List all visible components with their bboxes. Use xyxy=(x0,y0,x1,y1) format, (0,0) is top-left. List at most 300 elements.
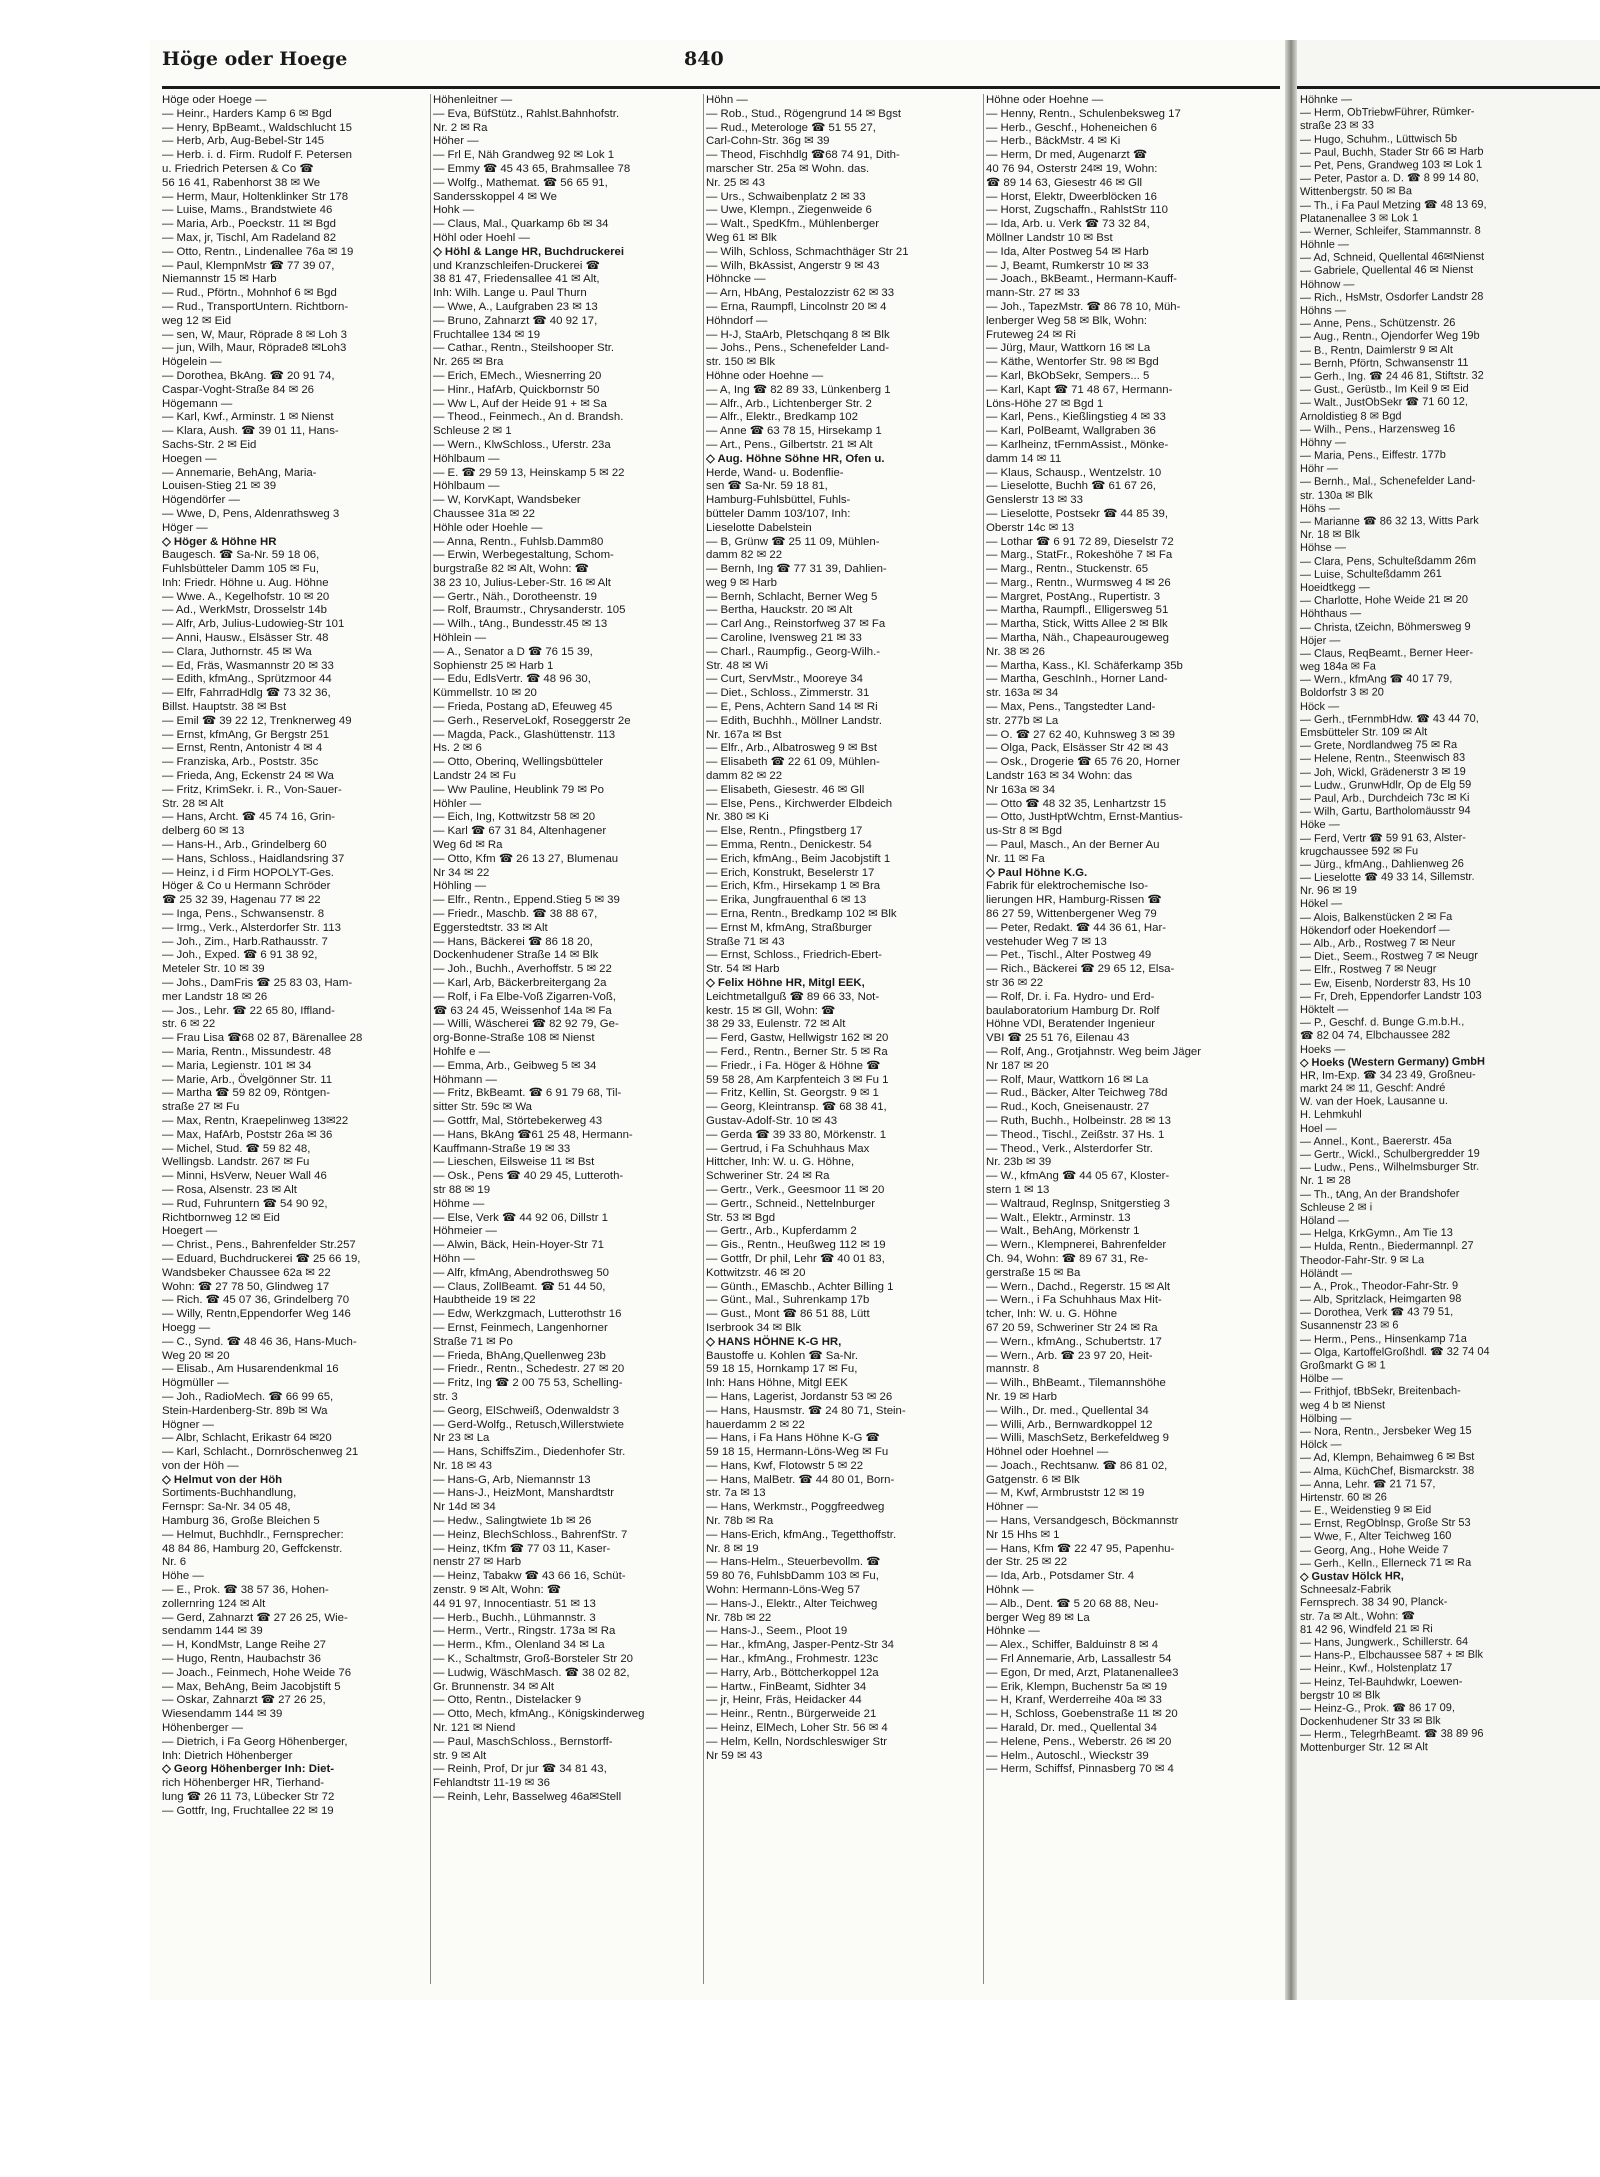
directory-entry-line: — O. ☎ 27 62 40, Kuhnsweg 3 ✉ 39 xyxy=(986,728,1176,741)
directory-entry-line: — Jos., Lehr. ☎ 22 65 80, Iffland- xyxy=(162,1004,335,1017)
directory-entry-line: — Hugo, Schuhm., Lüttwisch 5b xyxy=(1300,132,1458,146)
directory-entry-line: — Fritz, Ing ☎ 2 00 75 53, Schelling- xyxy=(433,1377,623,1390)
directory-entry-line: HR, Im-Exp. ☎ 34 23 49, Großneu- xyxy=(1300,1068,1476,1082)
directory-entry-line: — Wwe, A., Laufgraben 23 ✉ 13 xyxy=(433,300,598,313)
directory-entry-line: — Elfr., Arb., Albatrosweg 9 ✉ Bst xyxy=(706,742,877,755)
directory-entry-line: — Rud., Bäcker, Alter Teichweg 78d xyxy=(986,1087,1168,1100)
page-number: 840 xyxy=(684,48,724,70)
directory-entry-line: — Ludwig, WäschMasch. ☎ 38 02 82, xyxy=(433,1666,630,1679)
directory-entry-line: Str. 54 ✉ Harb xyxy=(706,963,780,976)
directory-entry-line: — Max, Rentn, Kraepelinweg 13✉22 xyxy=(162,1114,349,1127)
directory-entry-line: zollernring 124 ✉ Alt xyxy=(162,1597,266,1610)
header-rule xyxy=(162,86,1280,89)
directory-entry-line: Nr 15 Hhs ✉ 1 xyxy=(986,1528,1060,1541)
directory-entry-line: — Eva, BüfStütz., Rahlst.Bahnhofstr. xyxy=(433,107,620,120)
directory-entry-line: straße 27 ✉ Fu xyxy=(162,1101,240,1114)
directory-entry-line: — Rich. ☎ 45 07 36, Grindelberg 70 xyxy=(162,1294,350,1307)
directory-entry-line: Weg 61 ✉ Blk xyxy=(706,231,777,244)
directory-entry-line: — Wern., Klempnerei, Bahrenfelder xyxy=(986,1239,1167,1252)
directory-entry-line: — Maria, Arb., Poeckstr. 11 ✉ Bgd xyxy=(162,218,336,231)
directory-entry-line: Högmüller — xyxy=(162,1377,229,1390)
directory-entry-line: 56 16 41, Rabenhorst 38 ✉ We xyxy=(162,176,321,189)
directory-entry-line: — Maria, Legienstr. 101 ✉ 34 xyxy=(162,1059,312,1072)
directory-entry-line: Fruchtallee 134 ✉ 19 xyxy=(433,328,541,341)
directory-entry-line: — Karl, PolBeamt, Wallgraben 36 xyxy=(986,425,1156,438)
directory-entry-line: sendamm 144 ✉ 39 xyxy=(162,1625,263,1638)
directory-entry-line: — Heinz, i d Firm HOPOLYT-Ges. xyxy=(162,866,334,879)
directory-entry-line: — Hans, Schloss., Haidlandsring 37 xyxy=(162,852,345,865)
directory-entry-line: Inh: Wilh. Lange u. Paul Thurn xyxy=(433,287,587,300)
directory-entry-line: — Martha, GeschInh., Horner Land- xyxy=(986,673,1168,686)
directory-entry-line: Boldorfstr 3 ✉ 20 xyxy=(1300,686,1384,700)
directory-entry-line: Nr. 25 ✉ 43 xyxy=(706,176,765,189)
directory-entry-line: Schneesalz-Fabrik xyxy=(1300,1583,1392,1597)
directory-entry-line: — Erika, Jungfrauenthal 6 ✉ 13 xyxy=(706,894,867,907)
directory-entry-line: Baustoffe u. Kohlen ☎ Sa-Nr. xyxy=(706,1349,859,1362)
directory-entry-line: — Marianne ☎ 86 32 13, Witts Park xyxy=(1300,514,1479,528)
directory-entry-line: — Elfr, FahrradHdlg ☎ 73 32 36, xyxy=(162,687,331,700)
directory-entry-line: Inh: Hans Höhne, Mitgl EEK xyxy=(706,1377,848,1390)
directory-entry-line: — Hans, Werkmstr., Poggfreedweg xyxy=(706,1501,885,1514)
directory-entry-line: — Rud, Fuhruntern ☎ 54 90 92, xyxy=(162,1197,328,1210)
directory-entry-line: — Hans, Archt. ☎ 45 74 16, Grin- xyxy=(162,811,336,824)
directory-entry-line: — Karl, Arb, Bäckerbreitergang 2a xyxy=(433,977,607,989)
directory-entry-line: — Fr, Dreh, Eppendorfer Landstr 103 xyxy=(1300,989,1482,1003)
directory-entry-line: Fernspr: Sa-Nr. 34 05 48, xyxy=(162,1501,291,1514)
directory-entry-line: — Karl, Schlacht., Dornröschenweg 21 xyxy=(162,1446,359,1459)
directory-entry-line: mann-Str. 27 ✉ 33 xyxy=(986,287,1080,300)
directory-entry-line: 38 23 10, Julius-Leber-Str. 16 ✉ Alt xyxy=(433,576,611,589)
directory-entry-line: — Hans, Hausmstr. ☎ 24 80 71, Stein- xyxy=(706,1404,906,1417)
directory-entry-line: — Gerh., Kelln., Ellerneck 71 ✉ Ra xyxy=(1300,1556,1472,1570)
directory-entry-line: — Hans, Kwf, Flotowstr 5 ✉ 22 xyxy=(706,1459,864,1472)
directory-entry-line: ◇ Felix Höhne HR, Mitgl EEK, xyxy=(706,977,865,989)
directory-entry-line: 38 81 47, Friedensallee 41 ✉ Alt, xyxy=(433,273,600,286)
directory-entry-line: Nr. 38 ✉ 26 xyxy=(986,645,1045,658)
directory-entry-line: Fuhlsbütteler Damm 105 ✉ Fu, xyxy=(162,563,320,576)
directory-entry-line: Höhlbaum — xyxy=(433,452,500,465)
directory-entry-line: — Herb., Geschf., Hoheneichen 6 xyxy=(986,121,1157,134)
directory-entry-line: ◇ Aug. Höhne Söhne HR, Ofen u. xyxy=(706,452,885,465)
directory-entry-line: Löns-Höhe 27 ✉ Bgd 1 xyxy=(986,397,1104,410)
directory-entry-line: sitter Str. 59c ✉ Wa xyxy=(433,1101,533,1114)
directory-entry-line: — Rosa, Alsenstr. 23 ✉ Alt xyxy=(162,1183,297,1196)
directory-entry-line: — Heinz, ElMech, Loher Str. 56 ✉ 4 xyxy=(706,1722,888,1735)
directory-entry-line: Str. 28 ✉ Alt xyxy=(162,797,224,810)
directory-entry-line: — Ferd, Gastw, Hellwigstr 162 ✉ 20 xyxy=(706,1032,889,1045)
directory-entry-line: — Ida, Alter Postweg 54 ✉ Harb xyxy=(986,245,1149,258)
directory-entry-line: Höhenberger — xyxy=(162,1722,244,1735)
directory-entry-line: — Elisabeth, Giesestr. 46 ✉ Gll xyxy=(706,783,865,796)
directory-entry-line: krugchaussee 592 ✉ Fu xyxy=(1300,844,1419,858)
directory-entry-line: Hölbing — xyxy=(1300,1412,1352,1425)
directory-entry-line: — Anna, Lehr. ☎ 21 71 57, xyxy=(1300,1477,1436,1491)
directory-entry-line: lierungen HR, Hamburg-Rissen ☎ xyxy=(986,894,1162,907)
directory-entry-line: — Marg., StatFr., Rokeshöhe 7 ✉ Fa xyxy=(986,549,1173,562)
directory-entry-line: — sen, W, Maur, Röprade 8 ✉ Loh 3 xyxy=(162,328,347,341)
directory-entry-line: — Hulda, Rentn., Biedermannpl. 27 xyxy=(1300,1240,1474,1254)
directory-entry-line: Höktelt — xyxy=(1300,1003,1349,1016)
directory-entry-line: — Heinz, tKfm ☎ 77 03 11, Kaser- xyxy=(433,1542,611,1555)
directory-entry-line: Wellingsb. Landstr. 267 ✉ Fu xyxy=(162,1156,310,1169)
directory-entry-line: — Christa, tZeichn, Böhmersweg 9 xyxy=(1300,620,1471,634)
directory-entry-line: — Heinr., Kwf., Holstenplatz 17 xyxy=(1300,1662,1453,1676)
directory-entry-line: Höhnow — xyxy=(1300,278,1355,291)
directory-entry-line: — Wern., kfmAng., Schubertstr. 17 xyxy=(986,1335,1162,1348)
directory-entry-line: — Klaus, Schausp., Wentzelstr. 10 xyxy=(986,466,1162,479)
directory-entry-line: Kauffmann-Straße 19 ✉ 33 xyxy=(433,1142,571,1155)
directory-entry-line: — Reinh, Lehr, Basselweg 46a✉Stell xyxy=(433,1791,622,1804)
directory-entry-line: gerstraße 15 ✉ Ba xyxy=(986,1266,1081,1279)
directory-entry-line: — Gertr., Wickl., Schulbergredder 19 xyxy=(1300,1147,1480,1161)
directory-entry-line: — Edith, kfmAng., Sprützmoor 44 xyxy=(162,673,332,686)
directory-entry-line: Kottwitzstr. 46 ✉ 20 xyxy=(706,1266,806,1279)
directory-entry-line: Landstr 163 ✉ 34 Wohn: das xyxy=(986,770,1133,783)
directory-entry-line: — Gerh., Ing. ☎ 24 46 81, Stiftstr. 32 xyxy=(1300,369,1484,383)
directory-entry-line: — Hinr., HafArb, Quickbornstr 50 xyxy=(433,383,600,396)
directory-entry-line: — Wilh, Schloss, Schmachthäger Str 21 xyxy=(706,245,909,258)
directory-entry-line: — Diet., Seem., Rostweg 7 ✉ Neugr xyxy=(1300,949,1478,964)
directory-entry-line: Högemann — xyxy=(162,397,233,410)
directory-entry-line: — Theod., Tischl., Zeißstr. 37 Hs. 1 xyxy=(986,1128,1165,1141)
directory-entry-line: Stein-Hardenberg-Str. 89b ✉ Wa xyxy=(162,1404,328,1417)
scan-border-bottom xyxy=(0,2005,1600,2177)
directory-entry-line: — Ad, Schneid, Quellental 46✉Nienst xyxy=(1300,250,1485,265)
directory-entry-line: — Paul, KlempnMstr ☎ 77 39 07, xyxy=(162,259,335,272)
directory-entry-line: Höck — xyxy=(1300,700,1340,713)
directory-entry-line: Billst. Hauptstr. 38 ✉ Bst xyxy=(162,701,287,714)
directory-entry-line: — Irmg., Verk., Alsterdorfer Str. 113 xyxy=(162,921,341,934)
directory-entry-line: Höhner — xyxy=(986,1501,1038,1514)
directory-entry-line: Sophienstr 25 ✉ Harb 1 xyxy=(433,659,554,672)
directory-entry-line: 59 18 15, Hermann-Löns-Weg ✉ Fu xyxy=(706,1446,889,1459)
directory-entry-line: — Bruno, Zahnarzt ☎ 40 92 17, xyxy=(433,314,598,327)
directory-entry-line: — Ernst, kfmAng, Gr Bergstr 251 xyxy=(162,728,330,741)
directory-entry-line: — Uwe, Klempn., Ziegenweide 6 xyxy=(706,204,872,217)
directory-entry-line: 86 27 59, Wittenbergener Weg 79 xyxy=(986,908,1157,921)
directory-entry-line: Wohn: Hermann-Löns-Weg 57 xyxy=(706,1584,861,1597)
directory-entry-line: — B, Grünw ☎ 25 11 09, Mühlen- xyxy=(706,535,880,548)
directory-entry-line: Theodor-Fahr-Str. 9 ✉ La xyxy=(1300,1253,1425,1267)
directory-entry-line: — Bernh, Schlacht, Berner Weg 5 xyxy=(706,590,878,603)
directory-entry-line: ◇ Höger & Höhne HR xyxy=(162,535,277,548)
directory-entry-line: damm 82 ✉ 22 xyxy=(706,770,783,783)
directory-entry-line: — Theod., Verk., Alsterdorfer Str. xyxy=(986,1142,1153,1155)
directory-entry-line: — Hugo, Rentn, Haubachstr 36 xyxy=(162,1653,321,1666)
directory-entry-line: — Georg, ElSchweiß, Odenwaldstr 3 xyxy=(433,1404,620,1417)
directory-entry-line: W. van der Hoek, Lausanne u. xyxy=(1300,1095,1448,1109)
directory-entry-line: — Herm, Maur, Holtenklinker Str 178 xyxy=(162,190,349,203)
directory-entry-line: Eggerstedtstr. 33 ✉ Alt xyxy=(433,921,548,934)
directory-entry-line: — Hedw., Salingtwiete 1b ✉ 26 xyxy=(433,1515,592,1528)
directory-entry-line: — Erwin, Werbegestaltung, Schom- xyxy=(433,549,614,562)
directory-entry-line: — M, Kwf, Armbruststr 12 ✉ 19 xyxy=(986,1487,1145,1500)
directory-entry-line: Sortiments-Buchhandlung, xyxy=(162,1487,297,1500)
directory-entry-line: — Wilh., Dr. med., Quellental 34 xyxy=(986,1404,1149,1417)
directory-entry-line: — Wern., Arb. ☎ 23 97 20, Heit- xyxy=(986,1349,1153,1362)
directory-entry-line: Höhns — xyxy=(1300,304,1346,317)
directory-entry-line: — Frieda, Ang, Eckenstr 24 ✉ Wa xyxy=(162,770,334,783)
directory-entry-line: str. 7a ✉ 13 xyxy=(706,1487,766,1500)
directory-entry-line: — Martha, Näh., Chapeaurougeweg xyxy=(986,632,1169,645)
directory-entry-line: — Gerh., ReserveLokf, Roseggerstr 2e xyxy=(433,714,631,727)
directory-entry-line: — Alfr., Arb., Lichtenberger Str. 2 xyxy=(706,397,872,410)
directory-entry-line: — Ludw., Pens., Wilhelmsburger Str. xyxy=(1300,1160,1480,1175)
directory-entry-line: — Maria, Pens., Eiffestr. 177b xyxy=(1300,449,1446,463)
directory-entry-line: — Edith, Buchhh., Möllner Landstr. xyxy=(706,714,883,727)
directory-entry-line: — Gertr., Schneid., Nettelnburger xyxy=(706,1197,876,1210)
directory-entry-line: — Otto, Mech, kfmAng., Königskinderweg xyxy=(433,1708,645,1721)
directory-entry-line: — Gis., Rentn., Heußweg 112 ✉ 19 xyxy=(706,1239,886,1252)
directory-entry-line: — Walt., Elektr., Arminstr. 13 xyxy=(986,1211,1131,1224)
directory-entry-line: burgstraße 82 ✉ Alt, Wohn: ☎ xyxy=(433,563,589,576)
directory-entry-line: Höhling — xyxy=(433,880,487,893)
directory-entry-line: Caspar-Voght-Straße 84 ✉ 26 xyxy=(162,383,315,396)
directory-entry-line: — Wwe, F., Alter Teichweg 160 xyxy=(1300,1530,1452,1544)
directory-entry-line: — Horst, Elektr, Dweerblöcken 16 xyxy=(986,190,1157,203)
directory-entry-line: — Elisab., Am Husarendenkmal 16 xyxy=(162,1363,339,1376)
directory-entry-line: — Marg., Rentn., Wurmsweg 4 ✉ 26 xyxy=(986,576,1171,589)
directory-entry-line: Nr. 2 ✉ Ra xyxy=(433,121,488,134)
directory-entry-line: — Otto ☎ 48 32 35, Lenhartzstr 15 xyxy=(986,797,1167,810)
directory-entry-line: sen ☎ Sa-Nr. 59 18 81, xyxy=(706,480,828,493)
directory-entry-line: — Lieselotte, Postsekr ☎ 44 85 39, xyxy=(986,507,1168,520)
directory-entry-line: Nr. 1 ✉ 28 xyxy=(1300,1175,1351,1188)
directory-entry-line: Oberstr 14c ✉ 13 xyxy=(986,521,1075,534)
directory-entry-line: — Frl Annemarie, Arb, Lassallestr 54 xyxy=(986,1653,1172,1666)
directory-entry-line: weg 9 ✉ Harb xyxy=(706,576,777,589)
directory-entry-line: — Helmut, Buchhdlr., Fernsprecher: xyxy=(162,1528,344,1541)
directory-entry-line: — Caroline, Ivensweg 21 ✉ 33 xyxy=(706,632,862,645)
directory-entry-line: — Hans, Bäckerei ☎ 86 18 20, xyxy=(433,935,593,948)
directory-entry-line: — Helga, KrkGymn., Am Tie 13 xyxy=(1300,1227,1453,1241)
directory-entry-line: — Clara, Pens, Schulteßdamm 26m xyxy=(1300,554,1477,568)
directory-entry-line: — Karl ☎ 67 31 84, Altenhagener xyxy=(433,825,607,838)
directory-entry-line: — E., Weidenstieg 9 ✉ Eid xyxy=(1300,1504,1432,1518)
directory-entry-line: Höhne VDI, Beratender Ingenieur xyxy=(986,1018,1156,1031)
directory-entry-line: — Ad, Klempn, Behaimweg 6 ✉ Bst xyxy=(1300,1451,1475,1465)
directory-entry-line: Höhn — xyxy=(433,1252,475,1265)
directory-entry-line: der Str. 25 ✉ 22 xyxy=(986,1556,1068,1569)
directory-entry-line: straße 23 ✉ 33 xyxy=(1300,119,1375,133)
directory-entry-line: — Ernst M, kfmAng, Straßburger xyxy=(706,921,872,934)
directory-entry-line: — Anni, Hausw., Elsässer Str. 48 xyxy=(162,632,329,645)
directory-entry-line: — Arn, HbAng, Pestalozzistr 62 ✉ 33 xyxy=(706,287,895,300)
directory-entry-line: — Herb, Arb, Aug-Bebel-Str 145 xyxy=(162,135,325,148)
directory-entry-line: — Ww L, Auf der Heide 91 + ✉ Sa xyxy=(433,397,607,410)
directory-entry-line: Herde, Wand- u. Bodenflie- xyxy=(706,466,844,479)
directory-entry-line: Nr. 96 ✉ 19 xyxy=(1300,884,1357,898)
directory-entry-line: — Hans, SchiffsZim., Diedenhofer Str. xyxy=(433,1446,626,1459)
directory-entry-line: — Georg, Kleintransp. ☎ 68 38 41, xyxy=(706,1101,887,1114)
directory-entry-line: Str. 48 ✉ Wi xyxy=(706,659,769,672)
directory-entry-line: — Käthe, Wentorfer Str. 98 ✉ Bgd xyxy=(986,356,1159,369)
directory-entry-line: Nr. 18 ✉ Blk xyxy=(1300,528,1360,542)
directory-entry-line: — Th., i Fa Paul Metzing ☎ 48 13 69, xyxy=(1300,198,1487,212)
directory-entry-line: — Joach., BkBeamt., Hermann-Kauff- xyxy=(986,273,1177,286)
directory-entry-line: Nr. 18 ✉ 43 xyxy=(433,1459,492,1472)
directory-entry-line: — Harald, Dr. med., Quellental 34 xyxy=(986,1722,1157,1735)
directory-entry-line: — Claus, ReqBeamt., Berner Heer- xyxy=(1300,646,1474,660)
directory-entry-line: — Rolf, Ang., Grotjahnstr. Weg beim Jäger xyxy=(986,1045,1202,1058)
directory-entry-line: — Lieschen, Eilsweise 11 ✉ Bst xyxy=(433,1156,595,1169)
directory-entry-line: — Osk., Drogerie ☎ 65 76 20, Horner xyxy=(986,756,1180,769)
directory-entry-line: lung ☎ 26 11 73, Lübecker Str 72 xyxy=(162,1791,335,1804)
directory-entry-line: — Georg, Ang., Hohe Weide 7 xyxy=(1300,1543,1449,1557)
directory-entry-line: — Willi, Wäscherei ☎ 82 92 79, Ge- xyxy=(433,1018,619,1031)
directory-entry-line: Höhncke — xyxy=(706,273,766,286)
directory-entry-line: — Ernst, Feinmech, Langenhorner xyxy=(433,1321,608,1334)
directory-entry-line: — H, Kranf, Werderreihe 40a ✉ 33 xyxy=(986,1694,1162,1707)
directory-entry-line: — Wolfg., Mathemat. ☎ 56 65 91, xyxy=(433,176,608,189)
directory-entry-line: — Luise, Mams., Brandstwiete 46 xyxy=(162,204,333,217)
directory-entry-line: — Friedr., Maschb. ☎ 38 88 67, xyxy=(433,908,598,921)
directory-entry-line: Hamburg-Fuhlsbüttel, Fuhls- xyxy=(706,494,851,507)
directory-entry-line: — Hartw., FinBeamt, Sidhter 34 xyxy=(706,1680,867,1693)
directory-entry-line: Höhndorf — xyxy=(706,314,768,327)
directory-entry-line: — Ferd, Vertr ☎ 59 91 63, Alster- xyxy=(1300,831,1466,845)
directory-entry-line: — Frieda, Postang aD, Efeuweg 45 xyxy=(433,701,613,714)
directory-entry-line: — Peter, Pastor a. D. ☎ 8 99 14 80, xyxy=(1300,171,1479,186)
directory-entry-line: Höhne oder Hoehne — xyxy=(706,369,824,382)
directory-entry-line: — Lothar ☎ 6 91 72 89, Dieselstr 72 xyxy=(986,535,1174,548)
directory-entry-line: Weg 6d ✉ Ra xyxy=(433,839,503,852)
directory-entry-line: stern 1 ✉ 13 xyxy=(986,1183,1050,1196)
directory-entry-line: — Erik, Klempn, Buchenstr 5a ✉ 19 xyxy=(986,1680,1168,1693)
directory-entry-line: Höhl oder Hoehl — xyxy=(433,231,530,244)
directory-entry-line: — Hans-J., Seem., Ploot 19 xyxy=(706,1625,848,1638)
directory-entry-line: — E. ☎ 29 59 13, Heinskamp 5 ✉ 22 xyxy=(433,466,625,479)
directory-entry-line: — Rud., Koch, Gneisenaustr. 27 xyxy=(986,1101,1150,1114)
directory-entry-line: — Hans, Versandgesch, Böckmannstr xyxy=(986,1515,1179,1528)
directory-entry-line: — Urs., Schwaibenplatz 2 ✉ 33 xyxy=(706,190,866,203)
directory-entry-line: — Theod., Feinmech., An d. Brandsh. xyxy=(433,411,624,424)
directory-entry-line: — Olga, KartoffelGroßhdl. ☎ 32 74 04 xyxy=(1300,1345,1490,1359)
directory-entry-line: — Otto, Kfm ☎ 26 13 27, Blumenau xyxy=(433,852,619,865)
directory-entry-line: — Karl, Kwf., Arminstr. 1 ✉ Nienst xyxy=(162,411,334,424)
directory-entry-line: — Ferd., Rentn., Berner Str. 5 ✉ Ra xyxy=(706,1045,888,1058)
directory-entry-line: Weg 20 ✉ 20 xyxy=(162,1349,230,1362)
directory-entry-line: Baugesch. ☎ Sa-Nr. 59 18 06, xyxy=(162,549,320,562)
directory-entry-line: — Rob., Stud., Rögengrund 14 ✉ Bgst xyxy=(706,107,902,120)
directory-entry-line: — jun, Wilh, Maur, Röprade8 ✉Loh3 xyxy=(162,342,347,355)
directory-entry-line: — Herm, Dr med, Augenarzt ☎ xyxy=(986,149,1148,162)
directory-entry-line: — Pet, Pens, Grandweg 103 ✉ Lok 1 xyxy=(1300,158,1483,172)
directory-entry-line: — A., Senator a D ☎ 76 15 39, xyxy=(433,645,593,658)
directory-entry-line: Hökel — xyxy=(1300,898,1343,911)
directory-entry-line: und Kranzschleifen-Druckerei ☎ xyxy=(433,259,600,272)
directory-entry-line: — Osk., Pens ☎ 40 29 45, Lutteroth- xyxy=(433,1170,624,1183)
directory-entry-line: Sachs-Str. 2 ✉ Eid xyxy=(162,438,257,451)
directory-entry-line: Höhmeier — xyxy=(433,1225,497,1238)
directory-entry-line: str. 7a ✉ Alt., Wohn: ☎ xyxy=(1300,1609,1416,1623)
column-divider xyxy=(703,94,704,1984)
directory-entry-line: — Herm, Schiffsf, Pinnasberg 70 ✉ 4 xyxy=(986,1763,1174,1776)
directory-entry-line: — Hans-J., HeizMont, Manshardtstr xyxy=(433,1487,615,1500)
directory-entry-line: — Alwin, Bäck, Hein-Hoyer-Str 71 xyxy=(433,1239,604,1252)
directory-entry-line: — Herm., Vertr., Ringstr. 173a ✉ Ra xyxy=(433,1625,616,1638)
directory-entry-line: ◇ Helmut von der Höh xyxy=(162,1473,283,1486)
directory-entry-line: — Ernst, Rentn, Antonistr 4 ✉ 4 xyxy=(162,742,323,755)
directory-entry-line: — Else, Rentn., Pfingstberg 17 xyxy=(706,825,863,838)
directory-entry-line: — Claus, ZollBeamt. ☎ 51 44 50, xyxy=(433,1280,606,1293)
directory-entry-line: us-Str 8 ✉ Bgd xyxy=(986,825,1063,838)
directory-entry-line: — Herm., Pens., Hinsenkamp 71a xyxy=(1300,1332,1467,1346)
directory-entry-line: Höhle oder Hoehle — xyxy=(433,521,543,534)
directory-entry-line: Nr. 78b ✉ 22 xyxy=(706,1611,772,1624)
directory-entry-line: Dockenhudener Str 33 ✉ Blk xyxy=(1300,1715,1441,1729)
directory-entry-line: — Gertr., Näh., Dorotheenstr. 19 xyxy=(433,590,597,603)
directory-entry-line: — Albr, Schlacht, Erikastr 64 ✉20 xyxy=(162,1432,332,1445)
directory-entry-line: — Emma, Arb., Geibweg 5 ✉ 34 xyxy=(433,1059,597,1072)
directory-entry-line: Hoel — xyxy=(1300,1122,1337,1135)
directory-entry-line: Höhs — xyxy=(1300,502,1340,515)
directory-entry-line: — Diet., Schloss., Zimmerstr. 31 xyxy=(706,687,870,700)
directory-entry-line: — Joh., RadioMech. ☎ 66 99 65, xyxy=(162,1390,334,1403)
directory-entry-line: 40 76 94, Osterstr 24✉ 19, Wohn: xyxy=(986,162,1158,175)
directory-entry-line: Höjer — xyxy=(1300,634,1341,647)
directory-entry-line: Chaussee 31a ✉ 22 xyxy=(433,507,536,520)
directory-entry-line: — Heinr., Rentn., Bürgerweide 21 xyxy=(706,1708,877,1721)
directory-entry-line: Höländt — xyxy=(1300,1267,1352,1280)
directory-entry-line: VBI ☎ 25 51 76, Eilenau 43 xyxy=(986,1032,1130,1045)
directory-entry-line: — Erna, Rentn., Bredkamp 102 ✉ Blk xyxy=(706,908,897,921)
directory-entry-line: Genslerstr 13 ✉ 33 xyxy=(986,494,1083,507)
column-divider xyxy=(983,94,984,1984)
directory-entry-line: Höhny — xyxy=(1300,436,1346,449)
directory-entry-line: str. 3 xyxy=(433,1390,458,1403)
directory-entry-line: Inh: Friedr. Höhne u. Aug. Höhne xyxy=(162,576,329,589)
directory-entry-line: Haubtheide 19 ✉ 22 xyxy=(433,1294,536,1307)
directory-entry-line: — Helene, Rentn., Steenwisch 83 xyxy=(1300,752,1466,766)
directory-entry-line: bergstr 10 ✉ Blk xyxy=(1300,1689,1381,1702)
directory-entry-line: 48 84 86, Hamburg 20, Geffckenstr. xyxy=(162,1542,343,1555)
directory-entry-line: Hoegg — xyxy=(162,1321,211,1334)
directory-entry-line: Inh: Dietrich Höhenberger xyxy=(162,1749,293,1762)
directory-entry-line: — A., Prok., Theodor-Fahr-Str. 9 xyxy=(1300,1279,1459,1293)
directory-entry-line: — Herm, ObTriebwFührer, Rümker- xyxy=(1300,105,1475,120)
directory-entry-line: rich Höhenberger HR, Tierhand- xyxy=(162,1777,325,1790)
directory-entry-line: — Willi, Arb., Bernwardkoppel 12 xyxy=(986,1418,1153,1431)
directory-entry-line: — Paul, MaschSchloss., Bernstorff- xyxy=(433,1735,613,1748)
directory-entry-line: — Gertr., Arb., Kupferdamm 2 xyxy=(706,1225,857,1238)
directory-entry-line: — Grete, Nordlandweg 75 ✉ Ra xyxy=(1300,739,1458,753)
directory-entry-line: — C., Synd. ☎ 48 46 36, Hans-Much- xyxy=(162,1335,357,1348)
directory-entry-line: — Olga, Pack, Elsässer Str 42 ✉ 43 xyxy=(986,742,1169,755)
directory-entry-line: — Herm., TelegrhBeamt. ☎ 38 89 96 xyxy=(1300,1727,1484,1742)
directory-entry-line: — Art., Pens., Gilbertstr. 21 ✉ Alt xyxy=(706,438,873,451)
directory-entry-line: — jr, Heinr, Fräs, Heidacker 44 xyxy=(706,1694,862,1707)
directory-entry-line: — Herb., Buchh., Lühmannstr. 3 xyxy=(433,1611,596,1624)
directory-entry-line: — Günt., Mal., Suhrenkamp 17b xyxy=(706,1294,870,1307)
directory-entry-line: — Joh., TapezMstr. ☎ 86 78 10, Müh- xyxy=(986,300,1181,313)
directory-entry-line: weg 184a ✉ Fa xyxy=(1300,660,1376,674)
directory-entry-line: — Heinr., Harders Kamp 6 ✉ Bgd xyxy=(162,107,332,120)
directory-entry-line: — Gottfr, Mal, Störtebekerweg 43 xyxy=(433,1114,603,1127)
directory-entry-line: str. 163a ✉ 34 xyxy=(986,687,1059,700)
scan-border-top xyxy=(0,0,1600,42)
directory-entry-line: — Ww Pauline, Heublink 79 ✉ Po xyxy=(433,783,604,796)
directory-entry-line: — Lieselotte, Buchh ☎ 61 67 26, xyxy=(986,480,1156,493)
directory-entry-line: — Rolf, Dr. i. Fa. Hydro- und Erd- xyxy=(986,990,1155,1003)
directory-entry-line: 59 80 76, FuhlsbDamm 103 ✉ Fu, xyxy=(706,1570,879,1583)
directory-entry-line: — Anne ☎ 63 78 15, Hirsekamp 1 xyxy=(706,425,882,438)
directory-entry-line: Nr 34 ✉ 22 xyxy=(433,866,490,879)
directory-entry-line: ◇ Gustav Hölck HR, xyxy=(1300,1570,1404,1583)
directory-entry-line: Wiesendamm 144 ✉ 39 xyxy=(162,1708,283,1721)
directory-entry-line: Höhnel oder Hoehnel — xyxy=(986,1446,1109,1459)
directory-entry-line: — Wilh., BhBeamt., Tilemannshöhe xyxy=(986,1377,1166,1390)
